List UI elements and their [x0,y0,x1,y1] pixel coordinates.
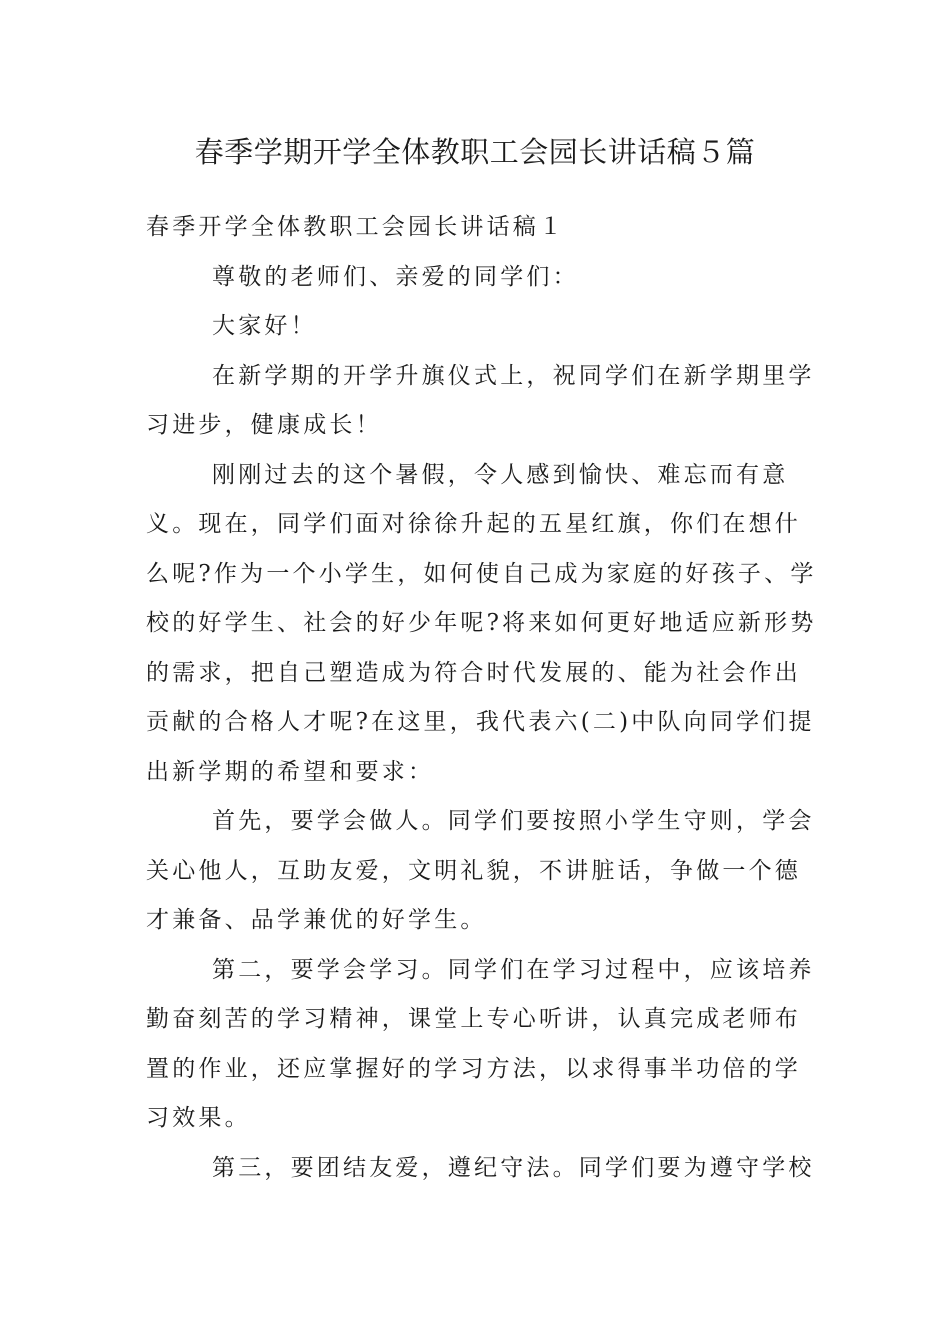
paragraph-salutation: 尊敬的老师们、亲爱的同学们： [212,263,579,290]
section-heading: 春季开学全体教职工会园长讲话稿１ [146,214,566,240]
paragraph-second-point: 第二，要学会学习。同学们在学习过程中，应该培养勤奋刻苦的学习精神，课堂上专心听讲，认真完成老师布置的作业，还应掌握好的学习方法，以求得事半功倍的学习效果。 [146,956,815,1131]
paragraph-greeting: 大家好！ [212,313,317,339]
paragraph-blessing: 在新学期的开学升旗仪式上，祝同学们在新学期里学习进步，健康成长！ [146,362,815,438]
paragraph-summer-reflection: 刚刚过去的这个暑假，令人感到愉快、难忘而有意义。现在，同学们面对徐徐升起的五星红旗，你们在想什么呢?作为一个小学生，如何使自己成为家庭的好孩子、学校的好学生、社会的好少年呢?将来如何更好地适应新形势的需求，把自己塑造成为符合时代发展的、能为社会作出贡献的合格人才呢?在这里，我代表六(二)中队向同学们提出新学期的希望和要求： [146,461,817,785]
document-title: 春季学期开学全体教职工会园长讲话稿５篇 [194,135,756,169]
paragraph-first-point: 首先，要学会做人。同学们要按照小学生守则，学会关心他人，互助友爱，文明礼貌，不讲脏话，争做一个德才兼备、品学兼优的好学生。 [146,808,815,933]
document-body [146,203,818,1193]
paragraph-third-point: 第三，要团结友爱，遵纪守法。同学们要为遵守学校 [212,1154,815,1181]
